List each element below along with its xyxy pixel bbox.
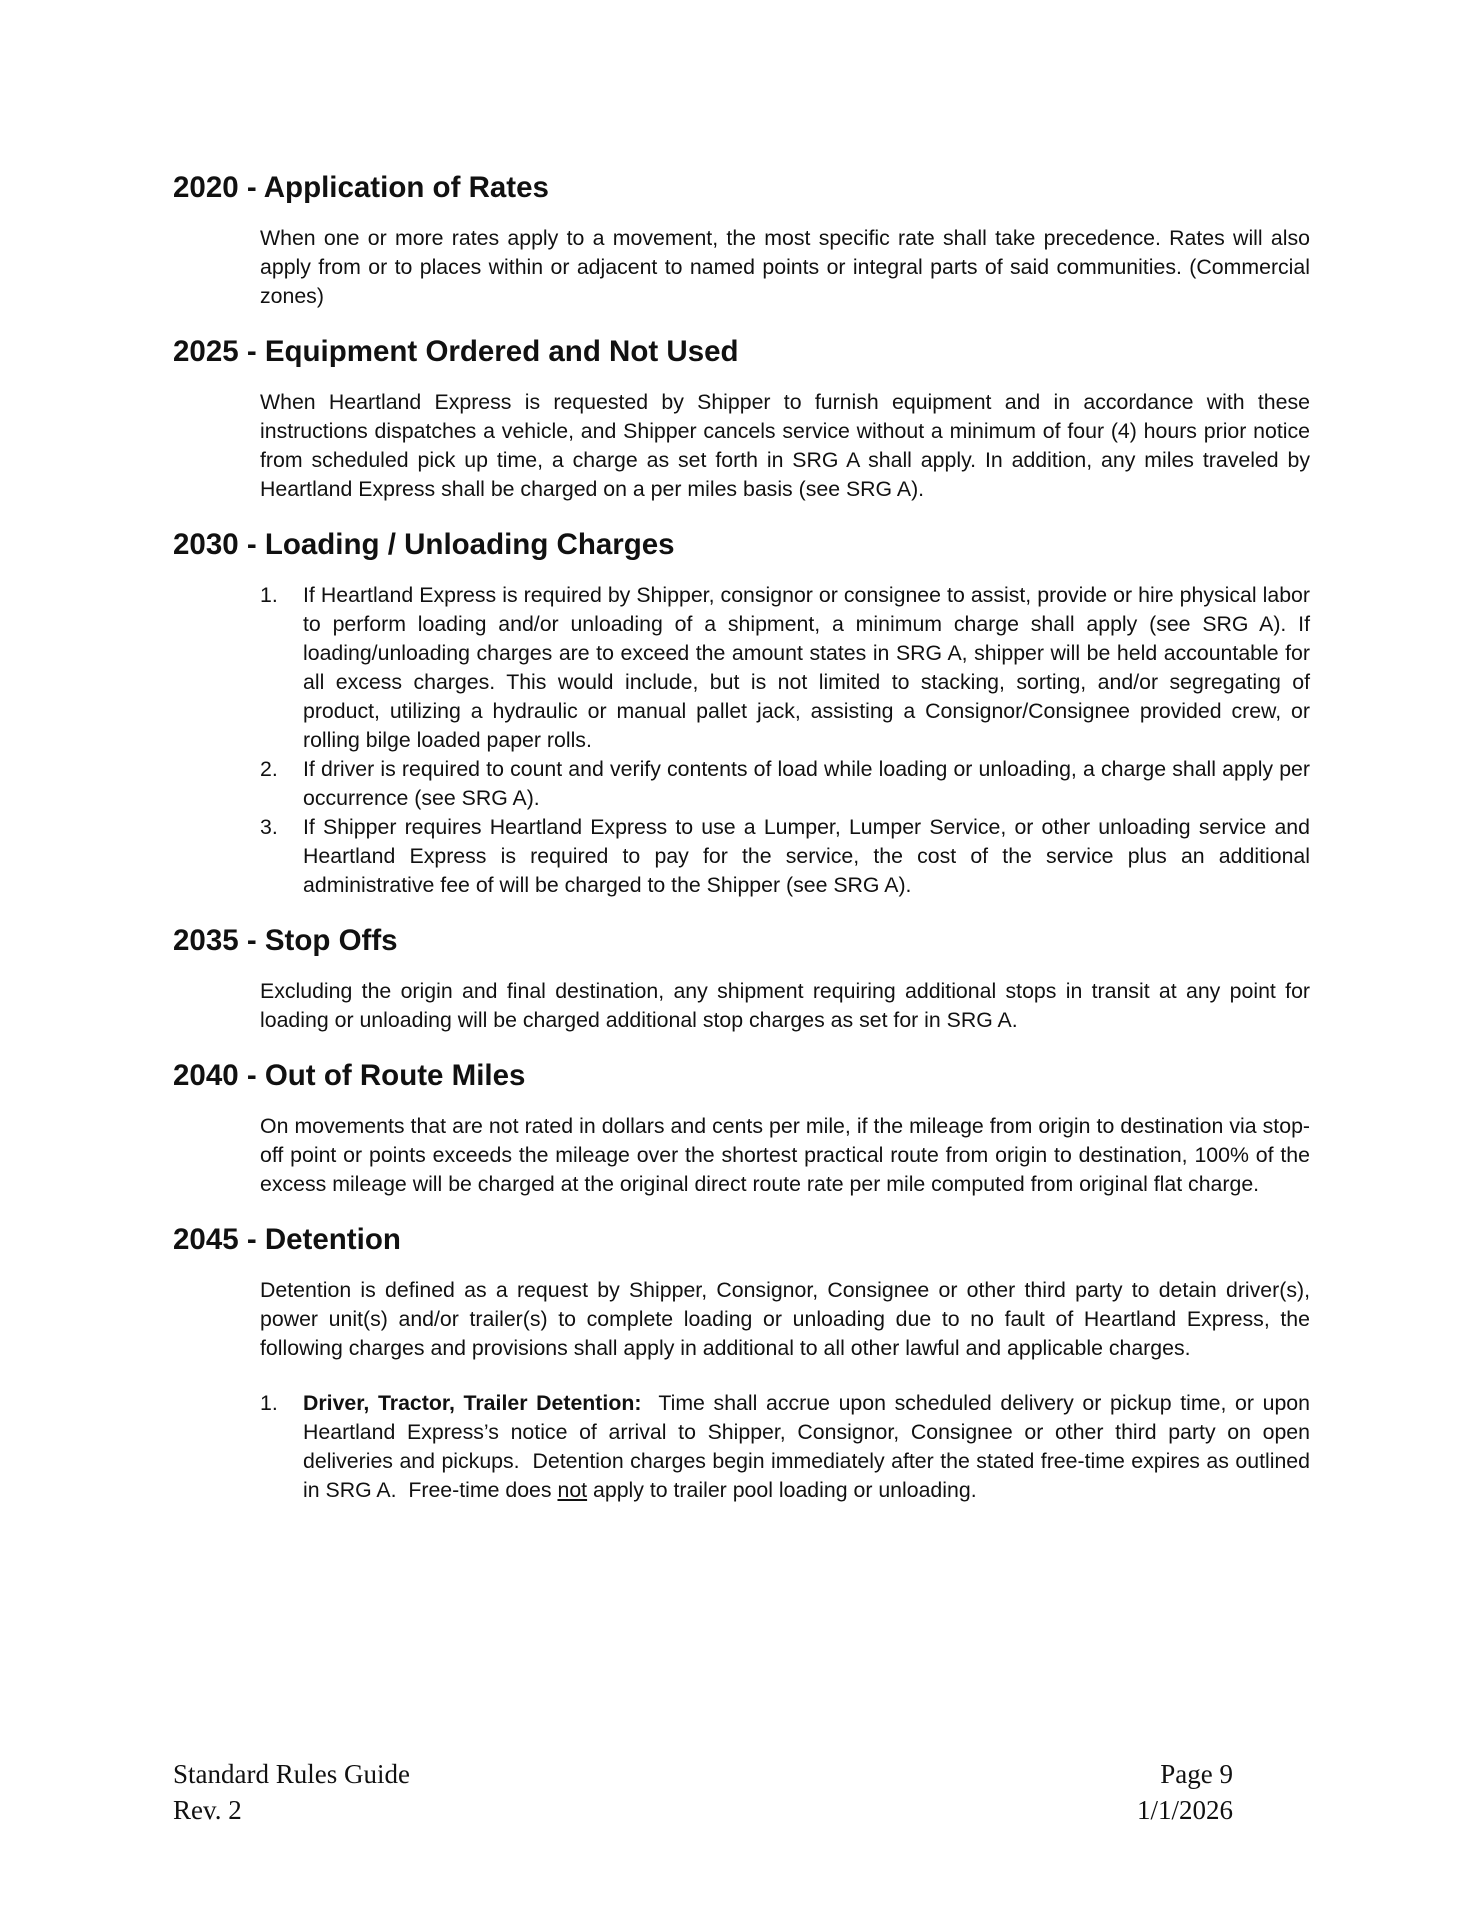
section-paragraph: When one or more rates apply to a movement, the most specific rate shall take precedence. Rates will also apply from or to places within or adjacent to named points or integral parts of said communities. (Commercial zones) [260,226,1310,308]
section-title: 2020 - Application of Rates [173,171,549,204]
section-body [260,1112,1310,1199]
list-item [260,1389,1316,1505]
page-number: Page 9 [1160,1759,1233,1789]
list-number: 3. [260,815,278,839]
list-item-text: If driver is required to count and verify contents of load while loading or unloading, a charge shall apply per occurrence (see SRG A). [303,757,1310,810]
section-2040 [173,1058,1313,1199]
section-body [260,388,1310,504]
section-title: 2035 - Stop Offs [173,924,398,957]
section-2020 [173,170,1313,311]
footer-row [173,1756,1233,1792]
list-number: 1. [260,1391,278,1415]
section-title: 2040 - Out of Route Miles [173,1059,526,1092]
footer-row [173,1792,1233,1828]
section-title: 2045 - Detention [173,1223,401,1256]
section-2025 [173,334,1313,504]
guide-name: Standard Rules Guide [173,1759,410,1789]
revision-label: Rev. 2 [173,1795,242,1825]
list-item [260,581,1310,755]
section-paragraph: On movements that are not rated in dollars and cents per mile, if the mileage from origin to destination via stop-off point or points exceeds the mileage over the shortest practical route from origin to destination, 100% of the excess mileage will be charged at the original direct route rate per mile computed from original flat charge. [260,1114,1310,1196]
emphasis-underline: not [557,1478,588,1502]
list-item [260,755,1310,813]
document-content [173,170,1316,1528]
section-2035 [173,923,1313,1035]
section-body [260,581,1310,900]
numbered-list [260,581,1310,900]
section-title: 2030 - Loading / Unloading Charges [173,528,675,561]
section-body [260,224,1310,311]
list-item-text: Time shall accrue upon scheduled delivery or pickup time, or upon Heartland Express’s notice of arrival to Shipper, Consignor, Consignee or other third party on open deliveries and pickups. Detention charges begin immediately after the stated free-time expires as outlined in SRG A. Free-time does [303,1391,1316,1502]
list-item [260,813,1310,900]
page-footer [173,1756,1233,1828]
section-paragraph: When Heartland Express is requested by Shipper to furnish equipment and in accordance with these instructions dispatches a vehicle, and Shipper cancels service without a minimum of four (4) hours prior notice from scheduled pick up time, a charge as set forth in SRG A shall apply. In addition, any miles traveled by Heartland Express shall be charged on a per miles basis (see SRG A). [260,390,1310,501]
list-item-text: If Heartland Express is required by Shipper, consignor or consignee to assist, provide or hire physical labor to perform loading and/or unloading of a shipment, a minimum charge shall apply (see SRG A). If loading/unloading charges are to exceed the amount states in SRG A, shipper will be held accountable for all excess charges. This would include, but is not limited to stacking, sorting, and/or segregating of product, utilizing a hydraulic or manual pallet jack, assisting a Consignor/Consignee provided crew, or rolling bilge loaded paper rolls. [303,583,1310,752]
section-paragraph: Detention is defined as a request by Shipper, Consignor, Consignee or other third party to detain driver(s), power unit(s) and/or trailer(s) to complete loading or unloading due to no fault of Heartland Express, the following charges and provisions shall apply in additional to all other lawful and applicable charges. [260,1278,1310,1360]
section-title: 2025 - Equipment Ordered and Not Used [173,335,739,368]
list-item-text: If Shipper requires Heartland Express to use a Lumper, Lumper Service, or other unloading service and Heartland Express is required to pay for the service, the cost of the service plus an additional administrative fee of will be charged to the Shipper (see SRG A). [303,815,1310,897]
list-item-lead: Driver, Tractor, Trailer Detention: [303,1391,642,1415]
footer-date: 1/1/2026 [1136,1795,1233,1825]
list-number: 2. [260,757,278,781]
numbered-list [260,1389,1316,1505]
list-number: 1. [260,583,278,607]
list-item-text: apply to trailer pool loading or unloading. [587,1478,977,1502]
section-2045 [173,1222,1316,1505]
section-paragraph: Excluding the origin and final destination, any shipment requiring additional stops in transit at any point for loading or unloading will be charged additional stop charges as set for in SRG A. [260,979,1310,1032]
section-2030 [173,527,1313,900]
section-body [260,977,1310,1035]
section-body [260,1276,1316,1505]
